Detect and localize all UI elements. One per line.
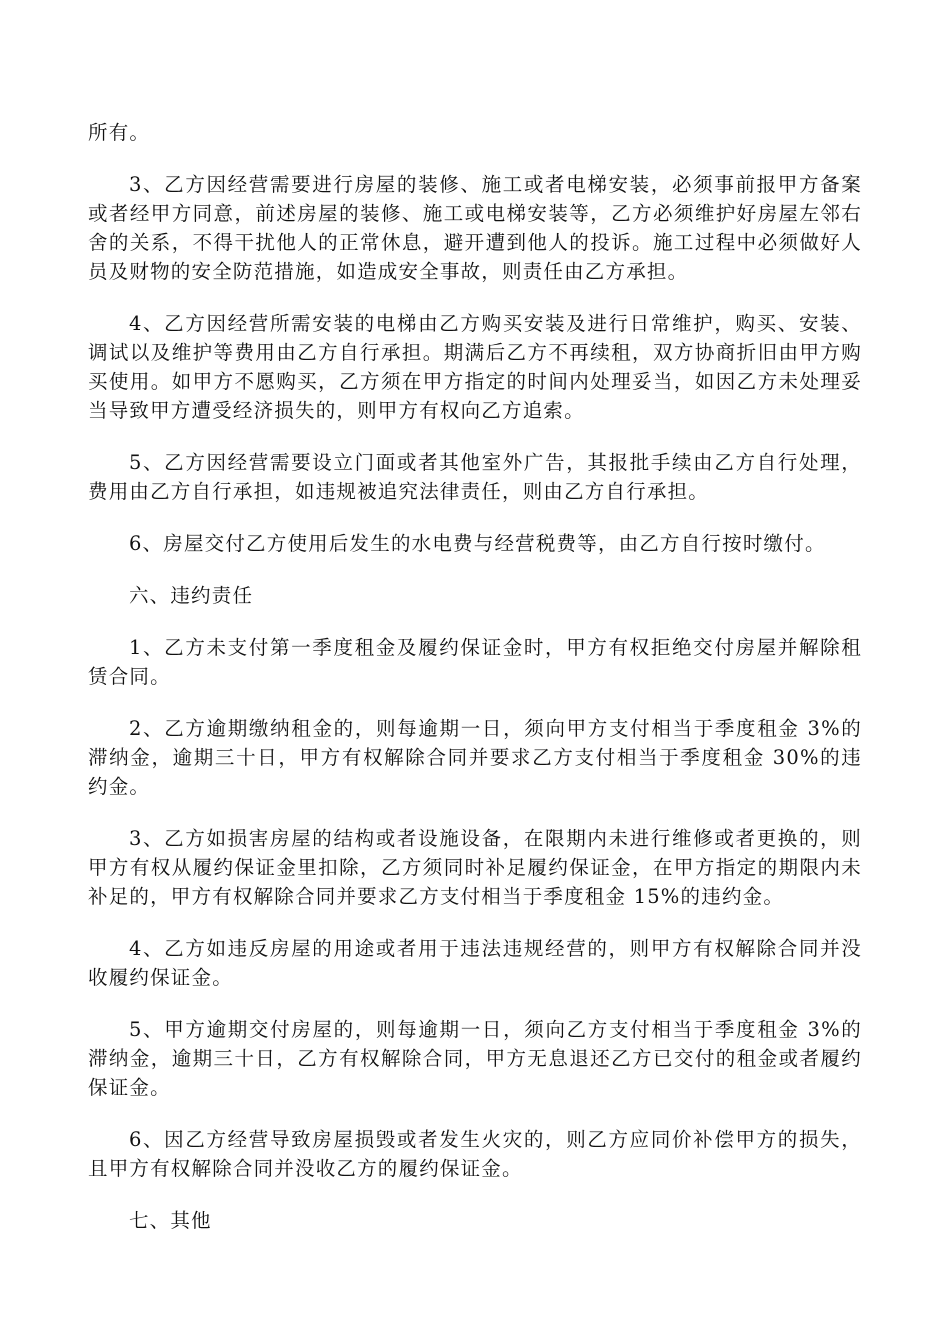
paragraph-clause-4-elevator: 4、乙方因经营所需安装的电梯由乙方购买安装及进行日常维护，购买、安装、调试以及维护等费用由乙方自行承担。期满后乙方不再续租，双方协商折旧由甲方购买使用。如甲方不愿购买，乙方须在甲方指定的时间内处理妥当，如因乙方未处理妥当导致甲方遭受经济损失的，则甲方有权向乙方追索。 — [88, 312, 862, 422]
paragraph-clause-5-signage: 5、乙方因经营需要设立门面或者其他室外广告，其报批手续由乙方自行处理，费用由乙方自行承担，如违规被追究法律责任，则由乙方自行承担。 — [88, 451, 862, 503]
paragraph-breach-2: 2、乙方逾期缴纳租金的，则每逾期一日，须向甲方支付相当于季度租金 3%的滞纳金，逾期三十日，甲方有权解除合同并要求乙方支付相当于季度租金 30%的违约金。 — [88, 717, 862, 798]
paragraph-clause-3-renovation: 3、乙方因经营需要进行房屋的装修、施工或者电梯安装，必须事前报甲方备案或者经甲方同意，前述房屋的装修、施工或电梯安装等，乙方必须维护好房屋左邻右舍的关系，不得干扰他人的正常休息，避开遭到他人的投诉。施工过程中必须做好人员及财物的安全防范措施，如造成安全事故，则责任由乙方承担。 — [88, 173, 862, 283]
paragraph-breach-6: 6、因乙方经营导致房屋损毁或者发生火灾的，则乙方应同价补偿甲方的损失，且甲方有权解除合同并没收乙方的履约保证金。 — [88, 1128, 862, 1180]
paragraph-breach-5: 5、甲方逾期交付房屋的，则每逾期一日，须向乙方支付相当于季度租金 3%的滞纳金，逾期三十日，乙方有权解除合同，甲方无息退还乙方已交付的租金或者履约保证金。 — [88, 1018, 862, 1099]
document-body — [88, 118, 862, 1258]
paragraph-clause-6-utilities: 6、房屋交付乙方使用后发生的水电费与经营税费等，由乙方自行按时缴付。 — [128, 532, 826, 555]
paragraph-breach-3: 3、乙方如损害房屋的结构或者设施设备，在限期内未进行维修或者更换的，则甲方有权从履约保证金里扣除，乙方须同时补足履约保证金，在甲方指定的期限内未补足的，甲方有权解除合同并要求乙方支付相当于季度租金 15%的违约金。 — [88, 827, 862, 908]
paragraph-breach-1: 1、乙方未支付第一季度租金及履约保证金时，甲方有权拒绝交付房屋并解除租赁合同。 — [88, 636, 862, 688]
section-heading-breach: 六、违约责任 — [128, 584, 254, 607]
paragraph-breach-4: 4、乙方如违反房屋的用途或者用于违法违规经营的，则甲方有权解除合同并没收履约保证金。 — [88, 937, 862, 989]
paragraph-continuation: 所有。 — [88, 121, 151, 144]
section-heading-other: 七、其他 — [128, 1209, 212, 1232]
